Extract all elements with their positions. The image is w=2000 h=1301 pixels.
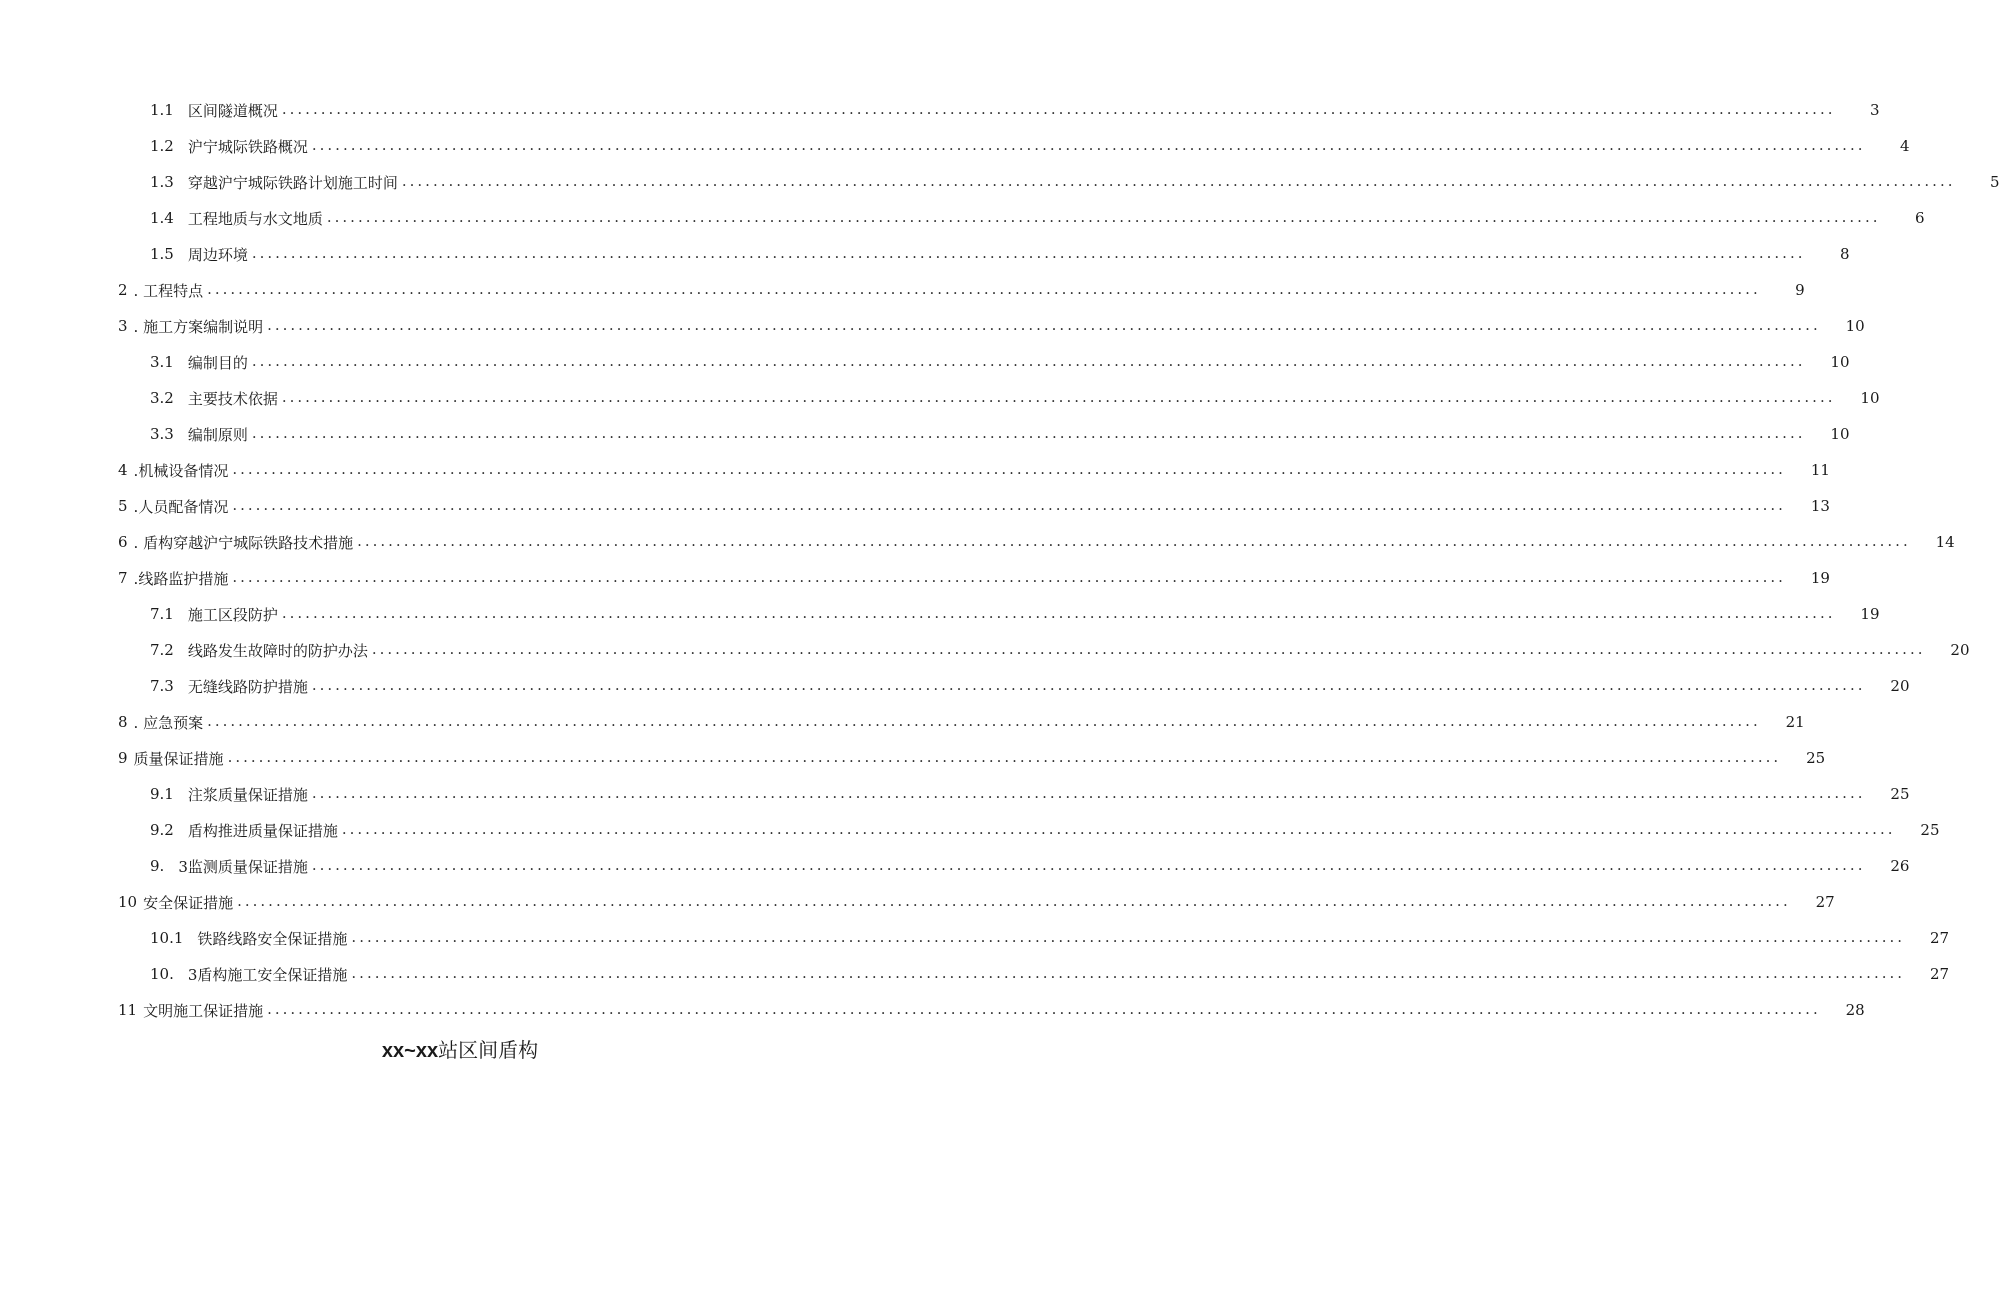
toc-entry-page-number: 10 bbox=[1830, 353, 1850, 371]
toc-entry-number: 5 bbox=[118, 497, 128, 515]
document-title-cjk: 站区间盾构 bbox=[438, 1038, 539, 1062]
toc-entry-title: 注浆质量保证措施 bbox=[187, 785, 308, 804]
toc-entry-title: .人员配备情况 bbox=[133, 497, 229, 516]
toc-entry[interactable] bbox=[0, 704, 1805, 740]
toc-entry-title: 区间隧道概况 bbox=[187, 101, 278, 120]
toc-entry-title: 主要技术依据 bbox=[187, 389, 278, 408]
toc-entry-title: 铁路线路安全保证措施 bbox=[197, 929, 348, 948]
toc-entry-title: 盾构推进质量保证措施 bbox=[187, 821, 338, 840]
toc-entry-page-number: 19 bbox=[1810, 569, 1830, 587]
toc-entry-page-number: 8 bbox=[1839, 245, 1850, 263]
table-of-contents bbox=[0, 92, 2000, 1028]
toc-entry-number: 11 bbox=[118, 1001, 138, 1019]
toc-entry-page-number: 27 bbox=[1929, 929, 1950, 947]
toc-entry-number: 6 bbox=[118, 533, 128, 551]
toc-entry[interactable] bbox=[0, 920, 1950, 956]
toc-entry[interactable] bbox=[0, 416, 1850, 452]
toc-dot-leader: ........................................................................................................................................................................................................ bbox=[267, 1000, 1821, 1018]
toc-entry[interactable] bbox=[0, 272, 1805, 308]
toc-entry[interactable] bbox=[0, 92, 1880, 128]
toc-entry-number: 3.1 bbox=[150, 353, 174, 371]
toc-entry-title: 文明施工保证措施 bbox=[143, 1001, 264, 1020]
toc-dot-leader: ........................................................................................................................................................................................................ bbox=[311, 856, 1866, 874]
toc-entry-title: . 施工方案编制说明 bbox=[133, 317, 264, 336]
toc-dot-leader: ........................................................................................................................................................................................................ bbox=[357, 532, 1911, 550]
toc-entry-number: 9 bbox=[118, 749, 128, 767]
toc-entry-title: 安全保证措施 bbox=[143, 893, 234, 912]
toc-entry-number: 7.3 bbox=[150, 677, 174, 695]
document-title-latin: xx~xx bbox=[381, 1040, 439, 1062]
toc-entry-title: 工程地质与水文地质 bbox=[187, 209, 323, 228]
toc-dot-leader: ........................................................................................................................................................................................................ bbox=[227, 748, 1782, 766]
toc-entry-title: 周边环境 bbox=[187, 245, 248, 264]
toc-entry-number: 8 bbox=[118, 713, 128, 731]
toc-dot-leader: ........................................................................................................................................................................................................ bbox=[281, 100, 1836, 118]
toc-entry-page-number: 5 bbox=[1989, 173, 2000, 191]
toc-entry[interactable] bbox=[0, 452, 1830, 488]
toc-entry[interactable] bbox=[0, 668, 1910, 704]
toc-entry-page-number: 21 bbox=[1785, 713, 1805, 731]
toc-entry-title: .机械设备情况 bbox=[133, 461, 229, 480]
toc-entry-number: 3.2 bbox=[150, 389, 174, 407]
toc-dot-leader: ........................................................................................................................................................................................................ bbox=[232, 496, 1786, 514]
toc-entry[interactable] bbox=[0, 524, 1955, 560]
toc-entry-number: 3.3 bbox=[150, 425, 174, 443]
toc-dot-leader: ........................................................................................................................................................................................................ bbox=[326, 208, 1881, 226]
toc-entry[interactable] bbox=[0, 884, 1835, 920]
toc-entry-title: 质量保证措施 bbox=[133, 749, 224, 768]
toc-dot-leader: ........................................................................................................................................................................................................ bbox=[232, 460, 1786, 478]
toc-dot-leader: ........................................................................................................................................................................................................ bbox=[311, 676, 1866, 694]
toc-entry-number: 7 bbox=[118, 569, 128, 587]
toc-dot-leader: ........................................................................................................................................................................................................ bbox=[341, 820, 1896, 838]
toc-entry-page-number: 11 bbox=[1810, 461, 1830, 479]
toc-dot-leader: ........................................................................................................................................................................................................ bbox=[311, 136, 1866, 154]
toc-entry[interactable] bbox=[0, 812, 1940, 848]
toc-entry[interactable] bbox=[0, 200, 1925, 236]
toc-dot-leader: ........................................................................................................................................................................................................ bbox=[251, 424, 1806, 442]
toc-dot-leader: ........................................................................................................................................................................................................ bbox=[281, 388, 1836, 406]
toc-entry-number: 1.4 bbox=[150, 209, 174, 227]
toc-dot-leader: ........................................................................................................................................................................................................ bbox=[207, 712, 1761, 730]
toc-entry-number: 10 bbox=[118, 893, 138, 911]
toc-entry[interactable] bbox=[0, 848, 1910, 884]
toc-entry-number: 1.3 bbox=[150, 173, 174, 191]
toc-entry-title: . 应急预案 bbox=[133, 713, 204, 732]
toc-entry[interactable] bbox=[0, 596, 1880, 632]
toc-entry-page-number: 20 bbox=[1890, 677, 1910, 695]
toc-entry-page-number: 9 bbox=[1795, 281, 1805, 299]
toc-entry-title: 线路发生故障时的防护办法 bbox=[187, 641, 368, 660]
toc-entry-page-number: 6 bbox=[1914, 209, 1925, 227]
toc-entry[interactable] bbox=[0, 740, 1826, 776]
toc-entry-page-number: 19 bbox=[1860, 605, 1880, 623]
toc-entry-title: 穿越沪宁城际铁路计划施工时间 bbox=[187, 173, 398, 192]
toc-dot-leader: ........................................................................................................................................................................................................ bbox=[351, 928, 1906, 946]
toc-dot-leader: ........................................................................................................................................................................................................ bbox=[311, 784, 1866, 802]
toc-entry-page-number: 28 bbox=[1845, 1001, 1865, 1019]
toc-entry-page-number: 13 bbox=[1810, 497, 1830, 515]
toc-entry-number: 1.1 bbox=[150, 101, 174, 119]
toc-entry-title: 3盾构施工安全保证措施 bbox=[187, 965, 348, 984]
toc-entry-title: 无缝线路防护措施 bbox=[187, 677, 308, 696]
toc-entry-number: 7.1 bbox=[150, 605, 174, 623]
toc-entry-title: 沪宁城际铁路概况 bbox=[187, 137, 308, 156]
toc-dot-leader: ........................................................................................................................................................................................................ bbox=[207, 280, 1761, 298]
toc-entry-page-number: 14 bbox=[1935, 533, 1955, 551]
toc-entry-page-number: 25 bbox=[1806, 749, 1826, 767]
toc-entry-number: 10.1 bbox=[150, 929, 184, 947]
toc-entry-page-number: 25 bbox=[1920, 821, 1940, 839]
toc-entry[interactable] bbox=[0, 308, 1865, 344]
toc-entry-title: . 盾构穿越沪宁城际铁路技术措施 bbox=[133, 533, 354, 552]
toc-entry-title: .线路监护措施 bbox=[133, 569, 229, 588]
toc-entry-number: 9. bbox=[150, 857, 165, 875]
toc-entry[interactable] bbox=[0, 380, 1880, 416]
toc-entry-page-number: 10 bbox=[1845, 317, 1865, 335]
toc-dot-leader: ........................................................................................................................................................................................................ bbox=[237, 892, 1791, 910]
toc-entry-number: 10. bbox=[150, 965, 174, 983]
document-title bbox=[0, 1034, 920, 1063]
toc-entry-number: 4 bbox=[118, 461, 128, 479]
toc-entry-page-number: 10 bbox=[1860, 389, 1880, 407]
toc-dot-leader: ........................................................................................................................................................................................................ bbox=[371, 640, 1926, 658]
toc-entry[interactable] bbox=[0, 236, 1850, 272]
toc-entry[interactable] bbox=[0, 776, 1910, 812]
toc-entry-title: 3监测质量保证措施 bbox=[178, 857, 308, 876]
toc-entry-title: . 工程特点 bbox=[133, 281, 204, 300]
toc-entry-number: 1.2 bbox=[150, 137, 174, 155]
toc-dot-leader: ........................................................................................................................................................................................................ bbox=[281, 604, 1836, 622]
toc-entry-number: 9.2 bbox=[150, 821, 174, 839]
toc-dot-leader: ........................................................................................................................................................................................................ bbox=[267, 316, 1821, 334]
toc-entry-title: 编制目的 bbox=[187, 353, 248, 372]
toc-entry-title: 编制原则 bbox=[187, 425, 248, 444]
toc-entry[interactable] bbox=[0, 164, 2000, 200]
toc-entry-page-number: 27 bbox=[1815, 893, 1835, 911]
toc-entry-number: 1.5 bbox=[150, 245, 174, 263]
toc-entry-number: 7.2 bbox=[150, 641, 174, 659]
toc-dot-leader: ........................................................................................................................................................................................................ bbox=[251, 352, 1806, 370]
toc-entry-number: 9.1 bbox=[150, 785, 174, 803]
toc-entry-page-number: 27 bbox=[1929, 965, 1950, 983]
toc-entry-title: 施工区段防护 bbox=[187, 605, 278, 624]
toc-entry-page-number: 26 bbox=[1890, 857, 1910, 875]
toc-entry-page-number: 10 bbox=[1830, 425, 1850, 443]
toc-entry[interactable] bbox=[0, 344, 1850, 380]
toc-entry[interactable] bbox=[0, 956, 1950, 992]
toc-entry[interactable] bbox=[0, 128, 1910, 164]
toc-entry[interactable] bbox=[0, 992, 1865, 1028]
toc-entry[interactable] bbox=[0, 560, 1830, 596]
toc-entry-number: 3 bbox=[118, 317, 128, 335]
toc-entry[interactable] bbox=[0, 632, 1970, 668]
toc-entry-page-number: 25 bbox=[1890, 785, 1910, 803]
toc-entry-page-number: 3 bbox=[1869, 101, 1880, 119]
toc-entry-page-number: 20 bbox=[1950, 641, 1970, 659]
toc-dot-leader: ........................................................................................................................................................................................................ bbox=[401, 172, 1956, 190]
toc-dot-leader: ........................................................................................................................................................................................................ bbox=[251, 244, 1806, 262]
toc-entry-page-number: 4 bbox=[1899, 137, 1910, 155]
toc-entry-number: 2 bbox=[118, 281, 128, 299]
toc-entry[interactable] bbox=[0, 488, 1830, 524]
toc-dot-leader: ........................................................................................................................................................................................................ bbox=[351, 964, 1906, 982]
toc-dot-leader: ........................................................................................................................................................................................................ bbox=[232, 568, 1786, 586]
